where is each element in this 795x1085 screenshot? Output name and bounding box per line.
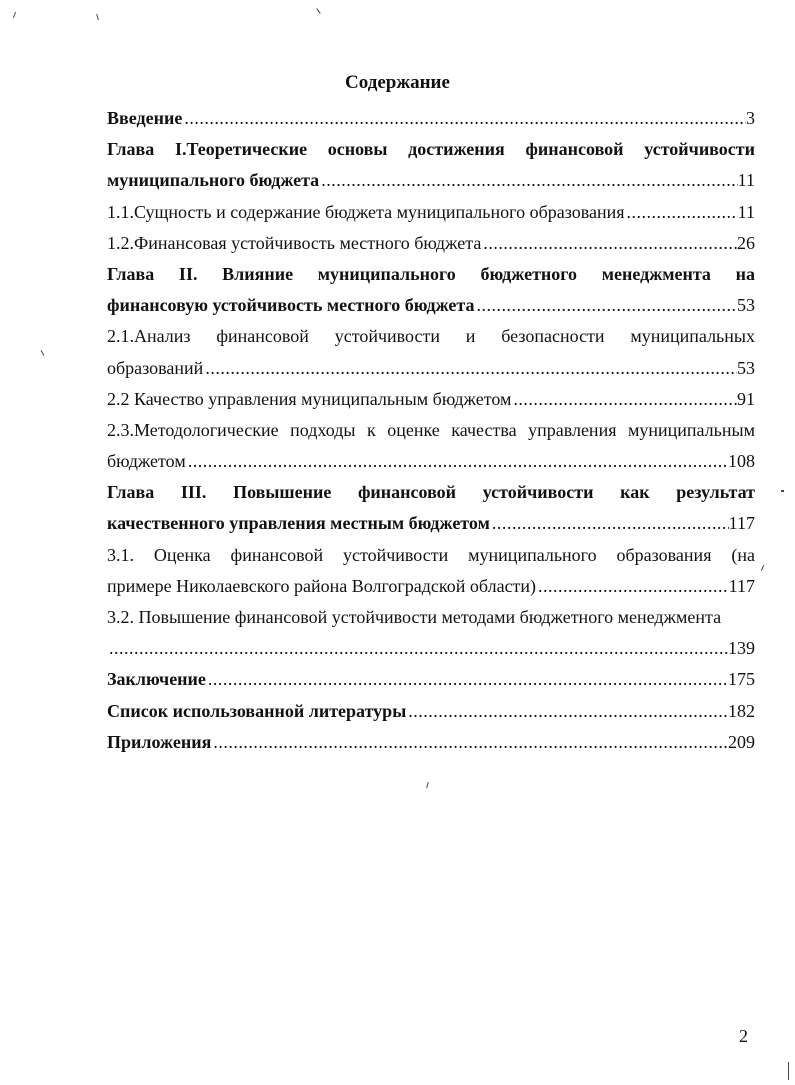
toc-entry-section-2-1-line-1[interactable]: 2.1.Анализ финансовой устойчивости и безопасности муниципальных (107, 326, 755, 347)
toc-entry-conclusion[interactable] (107, 664, 755, 695)
toc-entry-chapter-2-line-1[interactable]: Глава II. Влияние муниципального бюджетного менеджмента на (107, 263, 755, 284)
dot-leader (182, 103, 746, 134)
scan-speck (788, 1062, 789, 1080)
toc-entry-section-3-2[interactable] (107, 633, 755, 664)
scan-speck (781, 490, 784, 492)
toc-page-number: 3 (746, 108, 755, 128)
toc-entry-section-3-2-line-1[interactable]: 3.2. Повышение финансовой устойчивости методами бюджетного менеджмента (107, 607, 722, 627)
toc-page-number: 182 (728, 700, 755, 721)
toc-entry-title: бюджетом (107, 451, 186, 472)
toc-page-number: 11 (737, 170, 755, 191)
dot-leader (511, 384, 737, 415)
toc-entry-section-1-1[interactable] (107, 197, 755, 228)
toc-entry-intro[interactable] (107, 103, 755, 134)
toc-entry-title: образований (107, 357, 204, 378)
scan-speck (316, 8, 320, 13)
dot-leader (474, 290, 737, 321)
scan-speck (41, 350, 45, 356)
toc-page-number: 209 (728, 731, 755, 752)
toc-entry-title: Приложения (107, 731, 212, 752)
toc-entry-title: 2.2 Качество управления муниципальным бюджетом (107, 388, 512, 409)
toc-page-number: 108 (728, 451, 755, 472)
dot-leader (319, 165, 737, 196)
dot-leader (625, 197, 738, 228)
toc-entry-section-3-1[interactable] (107, 571, 755, 602)
dot-leader (211, 727, 728, 758)
toc-entry-section-2-1[interactable] (107, 353, 755, 384)
dot-leader (406, 696, 728, 727)
toc-entry-section-3-1-line-1[interactable]: 3.1. Оценка финансовой устойчивости муниципального образования (на (107, 544, 755, 565)
scan-speck (13, 12, 16, 18)
toc-entry-title: Заключение (107, 669, 206, 690)
toc-entry-chapter-3[interactable] (107, 508, 755, 539)
toc-entry-section-2-3-line-1[interactable]: 2.3.Методологические подходы к оценке качества управления муниципальным (107, 419, 755, 440)
toc-page-number: 26 (737, 232, 755, 253)
toc-page-number: 53 (737, 295, 755, 316)
table-of-contents (107, 103, 755, 758)
dot-leader (186, 446, 728, 477)
dot-leader (481, 228, 737, 259)
toc-page-number: 117 (728, 513, 755, 534)
toc-entry-section-1-2[interactable] (107, 228, 755, 259)
dot-leader (203, 353, 737, 384)
toc-entry-appendices[interactable] (107, 727, 755, 758)
dot-leader (107, 633, 728, 664)
page-number: 2 (739, 1026, 748, 1046)
scan-speck (96, 14, 99, 20)
toc-entry-chapter-1-line-1[interactable]: Глава I.Теоретические основы достижения финансовой устойчивости (107, 139, 755, 160)
toc-entry-title: 1.2.Финансовая устойчивость местного бюджета (107, 232, 482, 253)
toc-entry-title: финансовую устойчивость местного бюджета (107, 295, 475, 316)
toc-entry-section-2-3[interactable] (107, 446, 755, 477)
toc-page-number: 139 (728, 638, 755, 659)
toc-entry-references[interactable] (107, 696, 755, 727)
toc-page-number: 11 (737, 201, 755, 222)
toc-entry-chapter-2[interactable] (107, 290, 755, 321)
dot-leader (490, 508, 729, 539)
scan-speck (426, 782, 429, 788)
toc-page-number: 117 (728, 575, 755, 596)
toc-entry-section-2-2[interactable] (107, 384, 755, 415)
toc-entry-chapter-1[interactable] (107, 165, 755, 196)
toc-page-number: 91 (737, 388, 755, 409)
toc-entry-title: примере Николаевского района Волгоградской области) (107, 575, 537, 596)
toc-page-number: 175 (728, 669, 755, 690)
toc-entry-title: муниципального бюджета (107, 170, 320, 191)
toc-entry-title: 1.1.Сущность и содержание бюджета муниципального образования (107, 201, 625, 222)
page-title: Содержание (345, 72, 450, 93)
toc-entry-title: качественного управления местным бюджетом (107, 513, 490, 534)
scan-speck (761, 565, 764, 571)
toc-entry-chapter-3-line-1[interactable]: Глава III. Повышение финансовой устойчивости как результат (107, 482, 755, 503)
dot-leader (536, 571, 729, 602)
toc-page-number: 53 (737, 357, 755, 378)
dot-leader (206, 664, 728, 695)
toc-entry-title: Список использованной литературы (107, 700, 407, 721)
toc-entry-title: Введение (107, 108, 183, 128)
